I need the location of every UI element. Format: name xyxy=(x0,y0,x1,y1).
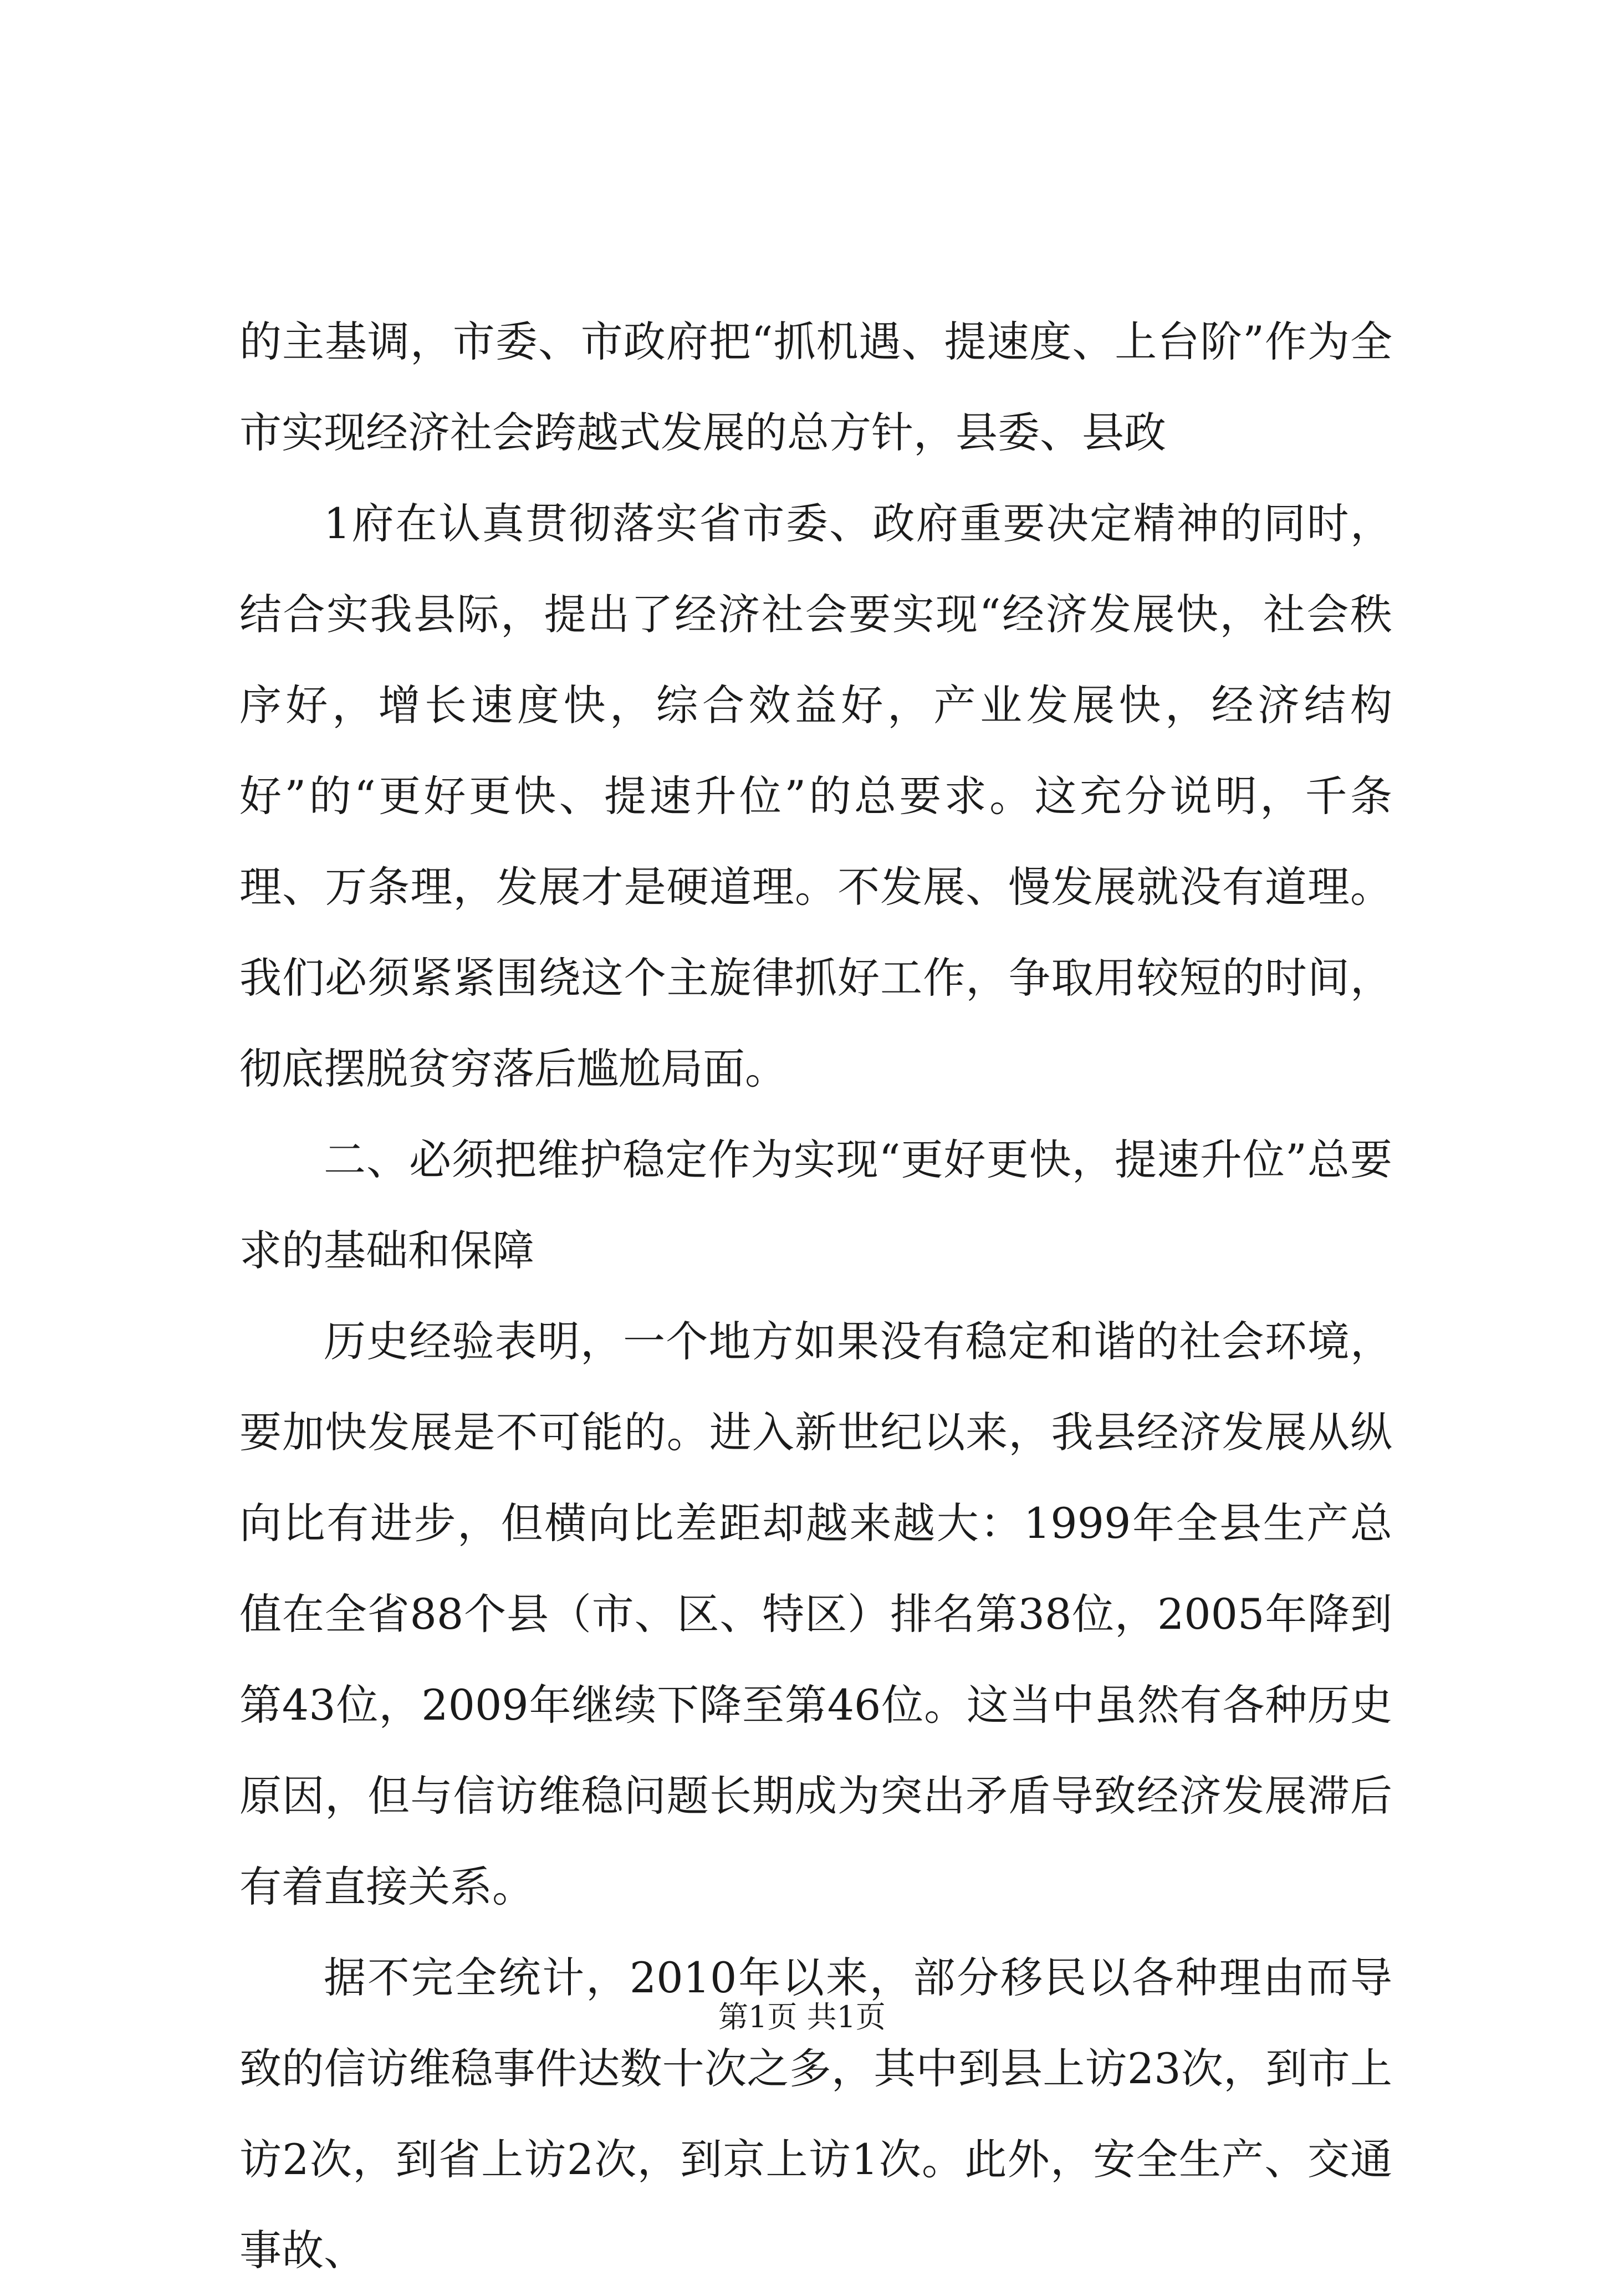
section-heading-stability: 二、必须把维护稳定作为实现“更好更快，提速升位”总要求的基础和保障 xyxy=(239,1135,1392,1275)
paragraph-historical-experience: 历史经验表明，一个地方如果没有稳定和谐的社会环境，要加快发展是不可能的。进入新世纪以来，我县经济发展从纵向比有进步，但横向比差距却越来越大：1999年全县生产总值在全省88个县（市、区、特区）排名第38位，2005年降到第43位，2009年继续下降至第46位。这当中虽然有各种历史原因，但与信访维稳问题长期成为突出矛盾导致经济发展滞后有着直接关系。 xyxy=(239,1317,1392,1911)
paragraph-petition-statistics: 据不完全统计，2010年以来，部分移民以各种理由而导致的信访维稳事件达数十次之多，其中到县上访23次，到市上访2次，到省上访2次，到京上访1次。此外，安全生产、交通事故、 xyxy=(239,1953,1392,2275)
paragraph-development-requirement: 1府在认真贯彻落实省市委、政府重要决定精神的同时，结合实我县际，提出了经济社会要实现“经济发展快，社会秩序好，增长速度快，综合效益好，产业发展快，经济结构好”的“更好更快、提速升位”的总要求。这充分说明，千条理、万条理，发展才是硬道理。不发展、慢发展就没有道理。我们必须紧紧围绕这个主旋律抓好工作，争取用较短的时间，彻底摆脱贫穷落后尴尬局面。 xyxy=(239,499,1392,1093)
page-footer: 第1页 共1页 xyxy=(718,2000,886,2034)
paragraph-continued: 的主基调，市委、市政府把“抓机遇、提速度、上台阶”作为全市实现经济社会跨越式发展的总方针，县委、县政 xyxy=(239,317,1392,457)
